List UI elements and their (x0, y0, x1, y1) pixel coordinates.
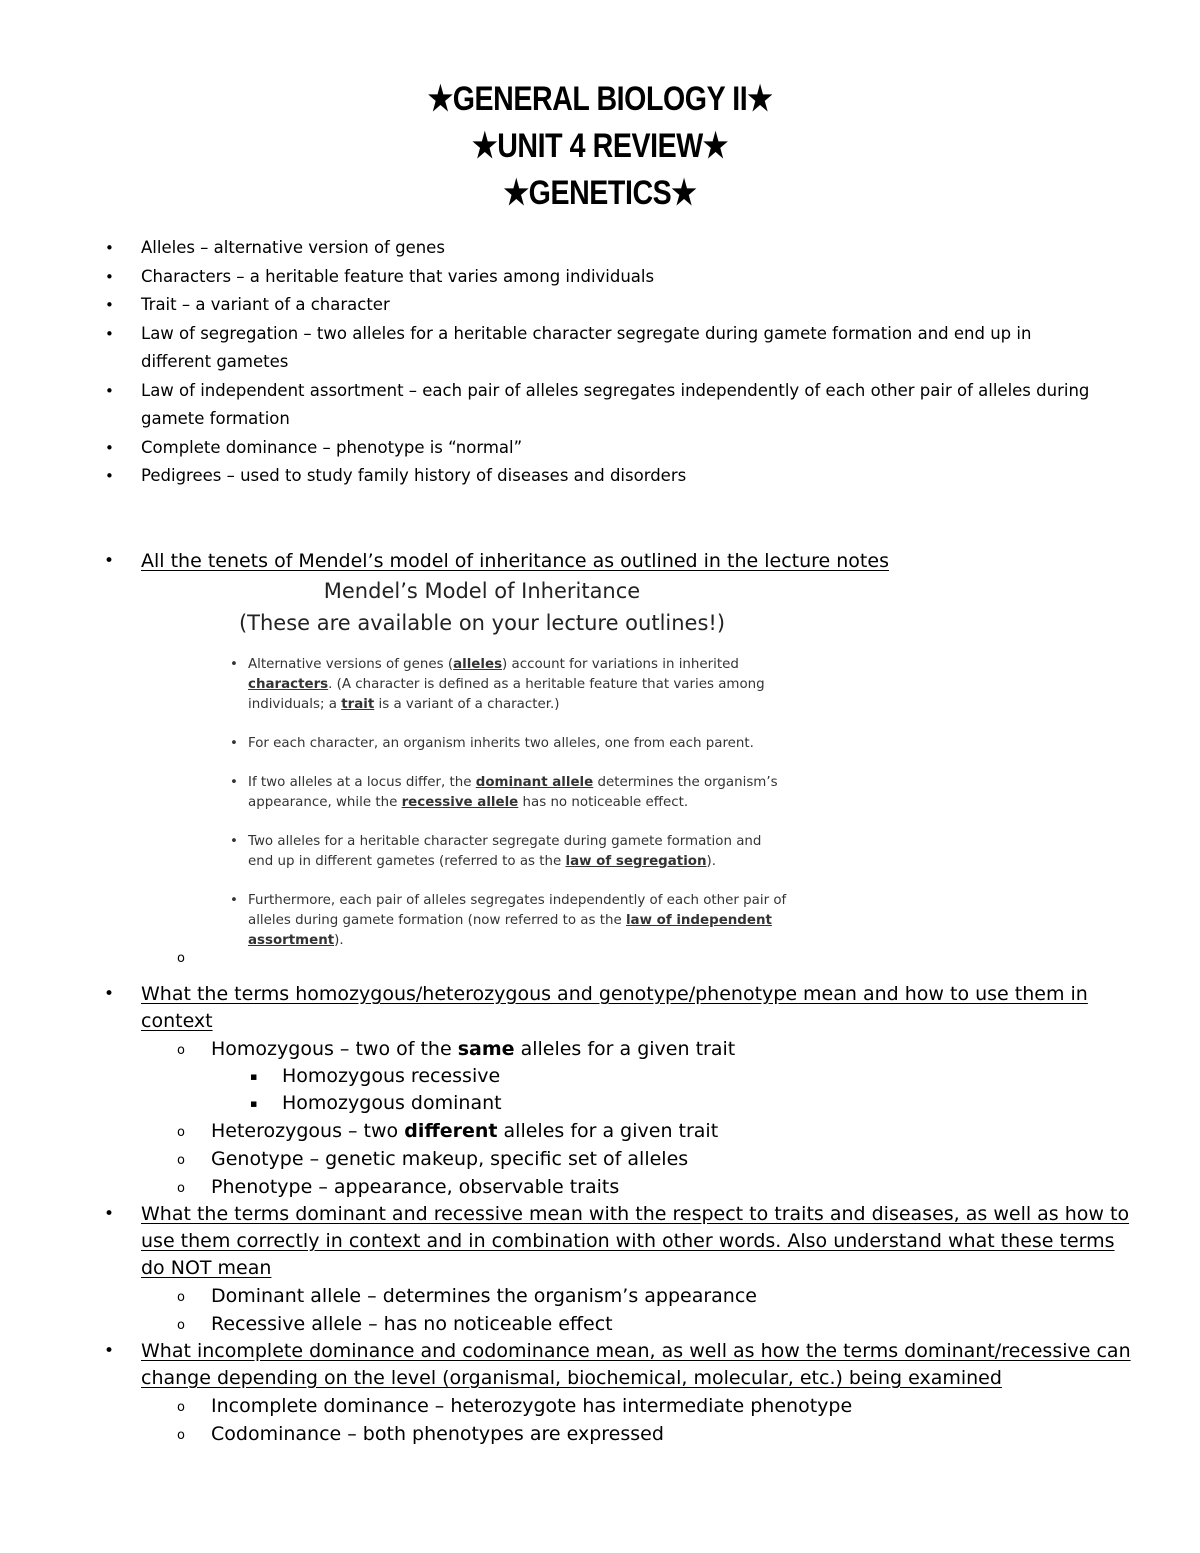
glossary-item-trait: • Trait – a variant of a character (0, 291, 1101, 320)
slide-item-dominant-recessive: • If two alleles at a locus differ, the dominant allele determines the organism’s appearance, while the recessive allele has no noticeable effect. (230, 775, 778, 810)
sub-bullet-icon: o (177, 1318, 185, 1333)
bullet-icon: • (105, 296, 114, 314)
bullet-icon: • (230, 775, 238, 790)
title-line-course: ★GENERAL BIOLOGY II★ (427, 80, 773, 118)
glossary-item-alleles: • Alleles – alternative version of genes (0, 234, 1101, 263)
study-item-zygosity-terms (0, 981, 1141, 1035)
study-item-dominant-recessive (0, 1201, 1141, 1282)
bullet-icon: • (104, 1341, 115, 1361)
bullet-icon: • (105, 381, 114, 400)
glossary-item-characters: • Characters – a heritable feature that varies among individuals (0, 263, 1101, 292)
empty-sub-item (0, 951, 1200, 981)
sub-item-homozygous: o Homozygous – two of the same alleles for a given trait (0, 1035, 1200, 1063)
bullet-icon: • (230, 736, 238, 751)
glossary-item-law-of-segregation: • Law of segregation – two alleles for a heritable character segregate during gamete formation and end up in different gametes (0, 320, 1101, 377)
study-item-mendel-tenets (0, 548, 1141, 575)
bullet-icon: • (105, 267, 114, 286)
sub-bullet-icon: o (177, 1153, 185, 1168)
slide-item-segregation: • Two alleles for a heritable character segregate during gamete formation and end up in different gametes (referred to as the law of segregation). (230, 834, 762, 869)
sub-item-dominant-allele: o Dominant allele – determines the organism’s appearance (0, 1282, 1200, 1310)
square-bullet-icon: ▪ (250, 1097, 258, 1110)
slide-bullet-list (228, 655, 788, 951)
slide-title: Mendel’s Model of Inheritance (These are available on your lecture outlines!) (238, 579, 726, 635)
bullet-icon: • (104, 984, 115, 1004)
sub-item-codominance: o Codominance – both phenotypes are expressed (0, 1420, 1200, 1448)
bullet-icon: • (105, 239, 114, 257)
sub-bullet-icon: o (177, 1400, 185, 1415)
bullet-icon: • (105, 438, 114, 457)
subsub-item-homozygous-dominant: ▪ Homozygous dominant (0, 1090, 1200, 1117)
bullet-icon: • (230, 657, 238, 672)
sub-item-heterozygous: o Heterozygous – two different alleles for a given trait (0, 1117, 1200, 1145)
sub-bullet-icon: o (177, 1125, 185, 1140)
sub-bullet-icon: o (177, 1043, 185, 1058)
sub-item-incomplete-dominance: o Incomplete dominance – heterozygote has intermediate phenotype (0, 1392, 1200, 1420)
bullet-icon: • (105, 467, 114, 485)
glossary-item-pedigrees: • Pedigrees – used to study family history of diseases and disorders (0, 462, 1101, 491)
bullet-icon: • (105, 324, 114, 343)
study-heading: All the tenets of Mendel’s model of inheritance as outlined in the lecture notes (141, 550, 889, 572)
study-guide-list (0, 548, 1200, 1448)
subsub-item-homozygous-recessive: ▪ Homozygous recessive (0, 1063, 1200, 1090)
sub-item-recessive-allele: o Recessive allele – has no noticeable effect (0, 1310, 1200, 1338)
sub-bullet-icon: o (177, 1290, 185, 1305)
study-item-incomplete-codominance (0, 1338, 1141, 1392)
study-heading: What incomplete dominance and codominance mean, as well as how the terms dominant/recessive can change depending on the level (organismal, biochemical, molecular, etc.) being examined (141, 1340, 1131, 1389)
sub-item-genotype: o Genotype – genetic makeup, specific set of alleles (0, 1145, 1200, 1173)
sub-bullet-icon: o (177, 1428, 185, 1443)
bullet-icon: • (104, 1204, 115, 1224)
glossary-item-complete-dominance: • Complete dominance – phenotype is “normal” (0, 434, 1101, 463)
study-heading: What the terms dominant and recessive mean with the respect to traits and diseases, as well as how to use them correctly in context and in combination with other words. Also understand what these terms do NOT mean (141, 1203, 1130, 1279)
glossary-list (0, 234, 1200, 491)
glossary-item-law-of-independent-assortment: • Law of independent assortment – each pair of alleles segregates independently of each other pair of alleles during gamete formation (0, 377, 1101, 434)
sub-item-phenotype: o Phenotype – appearance, observable traits (0, 1173, 1200, 1201)
title-line-unit: ★UNIT 4 REVIEW★ (472, 127, 728, 165)
document-title (96, 76, 1104, 217)
bullet-icon: • (230, 834, 238, 849)
mendel-slide-image (228, 575, 788, 957)
slide-item-two-alleles: • For each character, an organism inherits two alleles, one from each parent. (228, 734, 788, 754)
slide-item-independent-assortment: • Furthermore, each pair of alleles segregates independently of each other pair of alleles during gamete formation (now referred to as the law of independent assortment). (230, 893, 787, 948)
study-heading: What the terms homozygous/heterozygous and genotype/phenotype mean and how to use them in context (141, 983, 1088, 1032)
sub-bullet-icon: o (177, 1181, 185, 1196)
square-bullet-icon: ▪ (250, 1070, 258, 1083)
sub-bullet-icon: o (177, 951, 185, 966)
bullet-icon: • (230, 893, 238, 908)
slide-item-alleles: • Alternative versions of genes (alleles) account for variations in inherited characters. (A character is defined as a heritable feature that varies among individuals; a trait is a variant of a character.) (230, 657, 765, 712)
title-line-topic: ★GENETICS★ (503, 174, 697, 212)
bullet-icon: • (104, 551, 115, 571)
